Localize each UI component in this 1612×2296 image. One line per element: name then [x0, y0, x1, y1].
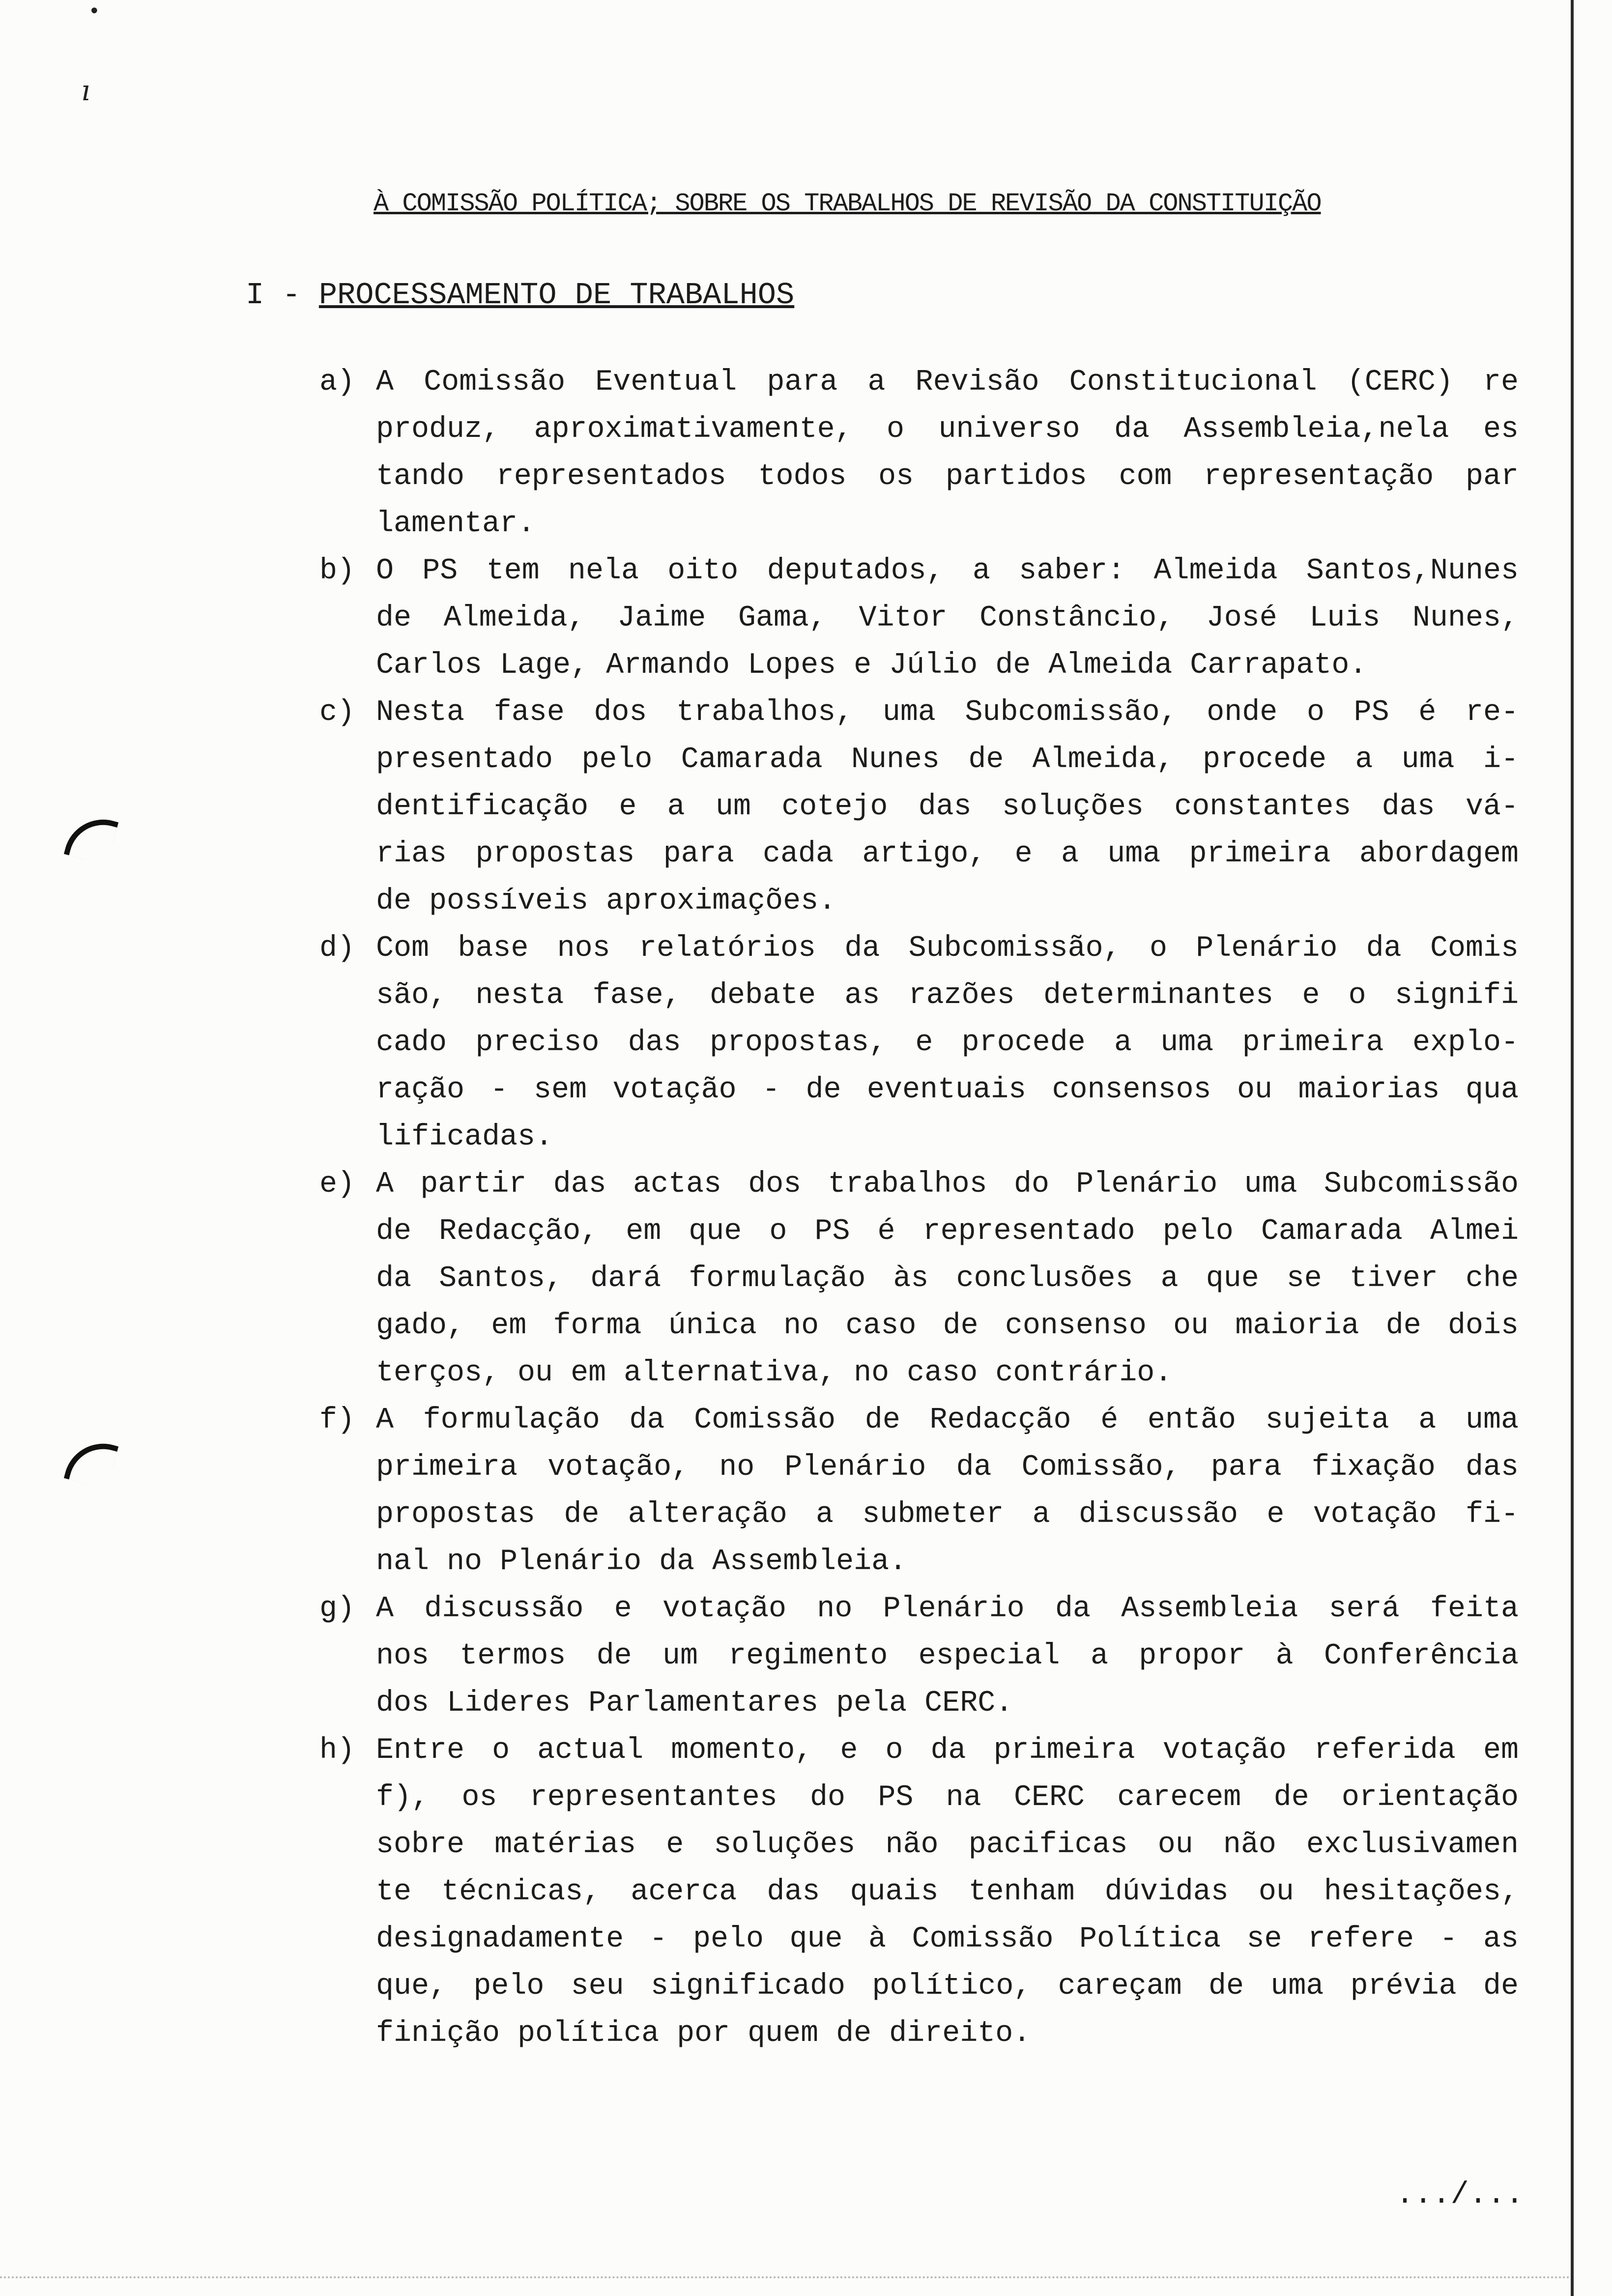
item-text-line: terços, ou em alternativa, no caso contrário.: [376, 1356, 1173, 1390]
punch-hole-mark: [64, 1435, 118, 1490]
item-text-line: primeira votação, no Plenário da Comissão, para fixação das: [376, 1451, 1519, 1484]
item-label: e): [319, 1168, 355, 1201]
item-text-line: sobre matérias e soluções não pacificas ou não exclusivamen: [376, 1828, 1519, 1862]
item-text-line: de Redacção, em que o PS é representado pelo Camarada Almei: [376, 1215, 1519, 1248]
item-label: g): [319, 1592, 355, 1626]
item-text: [376, 1161, 1519, 1397]
list-item: [319, 359, 1538, 547]
item-text-line: cado preciso das propostas, e procede a uma primeira explo-: [376, 1026, 1519, 1060]
scan-pen-mark: ı: [81, 74, 90, 107]
item-text-line: lificadas.: [376, 1120, 553, 1154]
scan-dotted-border: [0, 2276, 1571, 2278]
continuation-mark: .../...: [1396, 2177, 1524, 2212]
section-title: PROCESSAMENTO DE TRABALHOS: [318, 278, 795, 313]
section-heading: [246, 278, 794, 313]
item-text-line: te técnicas, acerca das quais tenham dúvidas ou hesitações,: [376, 1875, 1519, 1909]
item-list: [319, 359, 1538, 2057]
list-item: [319, 1397, 1538, 1585]
item-text-line: produz, aproximativamente, o universo da Assembleia,nela es: [376, 413, 1519, 446]
item-text-line: ração - sem votação - de eventuais consensos ou maiorias qua: [376, 1073, 1519, 1107]
document-title: À COMISSÃO POLÍTICA; SOBRE OS TRABALHOS DE REVISÃO DA CONSTITUIÇÃO: [374, 189, 1321, 218]
item-text: [376, 689, 1519, 925]
list-item: [319, 1161, 1538, 1397]
item-text-line: nos termos de um regimento especial a propor à Conferência: [376, 1639, 1519, 1673]
item-label: c): [319, 696, 355, 729]
page-edge-shadow: [1571, 0, 1574, 2296]
item-text-line: Com base nos relatórios da Subcomissão, o Plenário da Comis: [376, 932, 1519, 965]
item-text-line: da Santos, dará formulação às conclusões a que se tiver che: [376, 1262, 1519, 1295]
item-text: [376, 359, 1519, 547]
item-text-line: Nesta fase dos trabalhos, uma Subcomissão, onde o PS é re-: [376, 696, 1519, 729]
item-text-line: são, nesta fase, debate as razões determinantes e o signifi: [376, 979, 1519, 1012]
scan-speck-mark: •: [88, 0, 100, 23]
item-label: a): [319, 366, 355, 399]
list-item: [319, 925, 1538, 1161]
list-item: [319, 689, 1538, 925]
item-text: [376, 1585, 1519, 1727]
item-text-line: nal no Plenário da Assembleia.: [376, 1545, 907, 1578]
item-text-line: Carlos Lage, Armando Lopes e Júlio de Almeida Carrapato.: [376, 649, 1367, 682]
item-text-line: A discussão e votação no Plenário da Assembleia será feita: [376, 1592, 1519, 1626]
item-text-line: rias propostas para cada artigo, e a uma primeira abordagem: [376, 837, 1519, 871]
item-text: [376, 1727, 1519, 2057]
item-text-line: O PS tem nela oito deputados, a saber: Almeida Santos,Nunes: [376, 554, 1519, 588]
item-text-line: f), os representantes do PS na CERC carecem de orientação: [376, 1781, 1519, 1814]
item-text-line: de possíveis aproximações.: [376, 885, 836, 918]
item-text-line: finição política por quem de direito.: [376, 2017, 1031, 2050]
list-item: [319, 1727, 1538, 2057]
item-text-line: lamentar.: [376, 507, 536, 541]
item-label: d): [319, 932, 355, 965]
punch-hole-mark: [64, 811, 118, 865]
item-text-line: gado, em forma única no caso de consenso ou maioria de dois: [376, 1309, 1519, 1343]
item-label: h): [319, 1734, 355, 1767]
item-text-line: Entre o actual momento, e o da primeira votação referida em: [376, 1734, 1519, 1767]
item-text-line: A Comissão Eventual para a Revisão Constitucional (CERC) re: [376, 366, 1519, 399]
item-text-line: A formulação da Comissão de Redacção é então sujeita a uma: [376, 1404, 1519, 1437]
item-text: [376, 547, 1519, 689]
item-text-line: de Almeida, Jaime Gama, Vitor Constâncio, José Luis Nunes,: [376, 602, 1519, 635]
section-numeral: I -: [246, 278, 301, 313]
item-text-line: que, pelo seu significado político, careçam de uma prévia de: [376, 1970, 1519, 2003]
list-item: [319, 1585, 1538, 1727]
item-text-line: propostas de alteração a submeter a discussão e votação fi-: [376, 1498, 1519, 1531]
item-text-line: designadamente - pelo que à Comissão Política se refere - as: [376, 1923, 1519, 1956]
item-text-line: tando representados todos os partidos com representação par: [376, 460, 1519, 493]
list-item: [319, 547, 1538, 689]
item-text-line: A partir das actas dos trabalhos do Plenário uma Subcomissão: [376, 1168, 1519, 1201]
item-label: b): [319, 554, 355, 588]
item-text: [376, 1397, 1519, 1585]
item-text-line: presentado pelo Camarada Nunes de Almeida, procede a uma i-: [376, 743, 1519, 776]
item-text: [376, 925, 1519, 1161]
item-text-line: dentificação e a um cotejo das soluções constantes das vá-: [376, 790, 1519, 824]
item-label: f): [319, 1404, 355, 1437]
item-text-line: dos Lideres Parlamentares pela CERC.: [376, 1687, 1013, 1720]
